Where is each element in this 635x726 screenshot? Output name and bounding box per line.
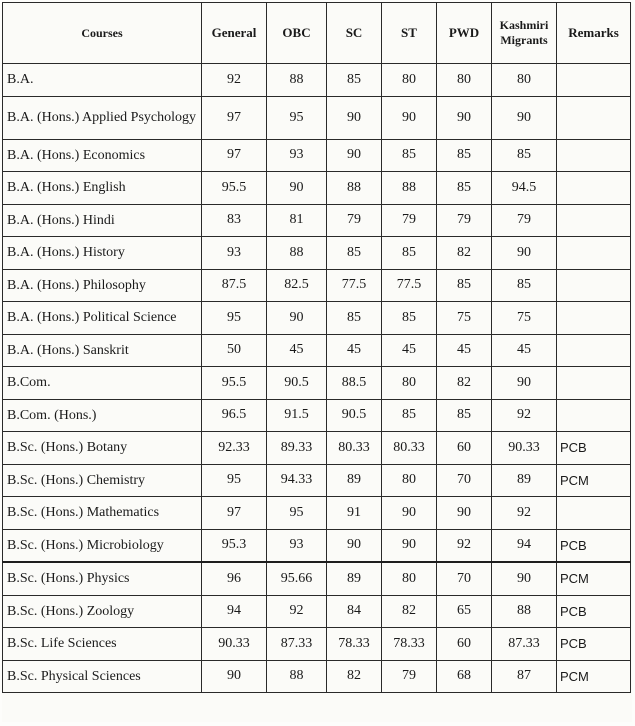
remarks-cell xyxy=(557,269,631,302)
pwd-cell: 60 xyxy=(437,432,492,465)
pwd-cell: 45 xyxy=(437,334,492,367)
table-row xyxy=(3,464,631,497)
st-cell: 79 xyxy=(382,660,437,693)
general-cell: 90.33 xyxy=(202,628,267,661)
remarks-cell: PCM xyxy=(557,562,631,595)
course-cell: B.A. xyxy=(3,64,202,97)
header-remarks: Remarks xyxy=(557,3,631,64)
st-cell: 85 xyxy=(382,399,437,432)
remarks-cell xyxy=(557,302,631,335)
sc-cell: 89 xyxy=(327,464,382,497)
sc-cell: 85 xyxy=(327,64,382,97)
st-cell: 82 xyxy=(382,595,437,628)
kashmiri-cell: 90 xyxy=(492,562,557,595)
obc-cell: 88 xyxy=(267,660,327,693)
obc-cell: 89.33 xyxy=(267,432,327,465)
general-cell: 90 xyxy=(202,660,267,693)
general-cell: 96 xyxy=(202,562,267,595)
kashmiri-cell: 85 xyxy=(492,269,557,302)
obc-cell: 93 xyxy=(267,139,327,172)
table-row xyxy=(3,628,631,661)
st-cell: 77.5 xyxy=(382,269,437,302)
kashmiri-cell: 90 xyxy=(492,237,557,270)
general-cell: 95.5 xyxy=(202,172,267,205)
kashmiri-cell: 92 xyxy=(492,497,557,530)
table-row xyxy=(3,96,631,139)
st-cell: 90 xyxy=(382,529,437,562)
course-cell: B.A. (Hons.) History xyxy=(3,237,202,270)
remarks-cell xyxy=(557,399,631,432)
pwd-cell: 82 xyxy=(437,237,492,270)
remarks-cell: PCM xyxy=(557,660,631,693)
kashmiri-cell: 85 xyxy=(492,139,557,172)
course-cell: B.A. (Hons.) Sanskrit xyxy=(3,334,202,367)
pwd-cell: 85 xyxy=(437,139,492,172)
pwd-cell: 92 xyxy=(437,529,492,562)
remarks-cell: PCM xyxy=(557,464,631,497)
obc-cell: 87.33 xyxy=(267,628,327,661)
sc-cell: 45 xyxy=(327,334,382,367)
kashmiri-cell: 94.5 xyxy=(492,172,557,205)
table-row xyxy=(3,595,631,628)
pwd-cell: 75 xyxy=(437,302,492,335)
general-cell: 87.5 xyxy=(202,269,267,302)
sc-cell: 77.5 xyxy=(327,269,382,302)
remarks-cell: PCB xyxy=(557,628,631,661)
obc-cell: 91.5 xyxy=(267,399,327,432)
obc-cell: 90.5 xyxy=(267,367,327,400)
remarks-cell xyxy=(557,139,631,172)
sc-cell: 91 xyxy=(327,497,382,530)
sc-cell: 82 xyxy=(327,660,382,693)
obc-cell: 95 xyxy=(267,96,327,139)
st-cell: 80 xyxy=(382,367,437,400)
obc-cell: 95 xyxy=(267,497,327,530)
st-cell: 90 xyxy=(382,96,437,139)
kashmiri-cell: 94 xyxy=(492,529,557,562)
course-cell: B.Sc. (Hons.) Mathematics xyxy=(3,497,202,530)
course-cell: B.Sc. (Hons.) Zoology xyxy=(3,595,202,628)
sc-cell: 88 xyxy=(327,172,382,205)
obc-cell: 92 xyxy=(267,595,327,628)
table-row xyxy=(3,529,631,562)
remarks-cell xyxy=(557,64,631,97)
cutoff-table xyxy=(2,2,631,693)
kashmiri-cell: 87 xyxy=(492,660,557,693)
remarks-cell xyxy=(557,96,631,139)
kashmiri-cell: 90 xyxy=(492,367,557,400)
pwd-cell: 85 xyxy=(437,399,492,432)
general-cell: 95.5 xyxy=(202,367,267,400)
general-cell: 96.5 xyxy=(202,399,267,432)
st-cell: 79 xyxy=(382,204,437,237)
remarks-cell xyxy=(557,334,631,367)
remarks-cell xyxy=(557,367,631,400)
kashmiri-cell: 88 xyxy=(492,595,557,628)
general-cell: 50 xyxy=(202,334,267,367)
course-cell: B.Sc. (Hons.) Botany xyxy=(3,432,202,465)
course-cell: B.Com. xyxy=(3,367,202,400)
sc-cell: 90 xyxy=(327,96,382,139)
header-courses: Courses xyxy=(3,3,202,64)
kashmiri-cell: 45 xyxy=(492,334,557,367)
kashmiri-cell: 87.33 xyxy=(492,628,557,661)
header-kashmiri-line1: Kashmiri xyxy=(499,18,549,32)
sc-cell: 78.33 xyxy=(327,628,382,661)
obc-cell: 95.66 xyxy=(267,562,327,595)
course-cell: B.Sc. (Hons.) Microbiology xyxy=(3,529,202,562)
obc-cell: 88 xyxy=(267,237,327,270)
pwd-cell: 65 xyxy=(437,595,492,628)
kashmiri-cell: 75 xyxy=(492,302,557,335)
obc-cell: 88 xyxy=(267,64,327,97)
pwd-cell: 90 xyxy=(437,497,492,530)
course-cell: B.Sc. (Hons.) Physics xyxy=(3,562,202,595)
obc-cell: 90 xyxy=(267,172,327,205)
remarks-cell xyxy=(557,172,631,205)
table-row xyxy=(3,269,631,302)
header-sc: SC xyxy=(327,3,382,64)
pwd-cell: 80 xyxy=(437,64,492,97)
course-cell: B.A. (Hons.) Hindi xyxy=(3,204,202,237)
kashmiri-cell: 79 xyxy=(492,204,557,237)
pwd-cell: 90 xyxy=(437,96,492,139)
sc-cell: 89 xyxy=(327,562,382,595)
table-row xyxy=(3,172,631,205)
course-cell: B.A. (Hons.) Applied Psychology xyxy=(3,96,202,139)
sc-cell: 79 xyxy=(327,204,382,237)
remarks-cell xyxy=(557,497,631,530)
kashmiri-cell: 89 xyxy=(492,464,557,497)
st-cell: 88 xyxy=(382,172,437,205)
general-cell: 95 xyxy=(202,302,267,335)
table-row xyxy=(3,367,631,400)
table-row xyxy=(3,399,631,432)
st-cell: 90 xyxy=(382,497,437,530)
general-cell: 95.3 xyxy=(202,529,267,562)
st-cell: 45 xyxy=(382,334,437,367)
header-kashmiri-line2: Migrants xyxy=(500,33,548,47)
remarks-cell: PCB xyxy=(557,529,631,562)
general-cell: 92.33 xyxy=(202,432,267,465)
general-cell: 83 xyxy=(202,204,267,237)
obc-cell: 93 xyxy=(267,529,327,562)
st-cell: 80 xyxy=(382,562,437,595)
general-cell: 95 xyxy=(202,464,267,497)
kashmiri-cell: 90.33 xyxy=(492,432,557,465)
table-row xyxy=(3,660,631,693)
table-row xyxy=(3,432,631,465)
table-row xyxy=(3,302,631,335)
pwd-cell: 82 xyxy=(437,367,492,400)
general-cell: 97 xyxy=(202,139,267,172)
general-cell: 94 xyxy=(202,595,267,628)
general-cell: 97 xyxy=(202,497,267,530)
st-cell: 78.33 xyxy=(382,628,437,661)
sc-cell: 90 xyxy=(327,529,382,562)
header-pwd: PWD xyxy=(437,3,492,64)
st-cell: 80 xyxy=(382,464,437,497)
st-cell: 80 xyxy=(382,64,437,97)
table-row xyxy=(3,139,631,172)
sc-cell: 85 xyxy=(327,237,382,270)
course-cell: B.A. (Hons.) English xyxy=(3,172,202,205)
table-row xyxy=(3,237,631,270)
remarks-cell: PCB xyxy=(557,595,631,628)
course-cell: B.A. (Hons.) Political Science xyxy=(3,302,202,335)
st-cell: 85 xyxy=(382,302,437,335)
sc-cell: 88.5 xyxy=(327,367,382,400)
table-row xyxy=(3,497,631,530)
pwd-cell: 85 xyxy=(437,172,492,205)
table-row xyxy=(3,334,631,367)
st-cell: 85 xyxy=(382,139,437,172)
table-row xyxy=(3,64,631,97)
general-cell: 93 xyxy=(202,237,267,270)
obc-cell: 81 xyxy=(267,204,327,237)
header-general: General xyxy=(202,3,267,64)
pwd-cell: 70 xyxy=(437,562,492,595)
sc-cell: 84 xyxy=(327,595,382,628)
kashmiri-cell: 92 xyxy=(492,399,557,432)
pwd-cell: 79 xyxy=(437,204,492,237)
pwd-cell: 68 xyxy=(437,660,492,693)
header-kashmiri-migrants xyxy=(492,3,557,64)
remarks-cell: PCB xyxy=(557,432,631,465)
course-cell: B.A. (Hons.) Economics xyxy=(3,139,202,172)
obc-cell: 45 xyxy=(267,334,327,367)
sc-cell: 90.5 xyxy=(327,399,382,432)
course-cell: B.Sc. Physical Sciences xyxy=(3,660,202,693)
sc-cell: 90 xyxy=(327,139,382,172)
pwd-cell: 70 xyxy=(437,464,492,497)
remarks-cell xyxy=(557,237,631,270)
course-cell: B.Com. (Hons.) xyxy=(3,399,202,432)
obc-cell: 94.33 xyxy=(267,464,327,497)
pwd-cell: 85 xyxy=(437,269,492,302)
obc-cell: 82.5 xyxy=(267,269,327,302)
remarks-cell xyxy=(557,204,631,237)
header-obc: OBC xyxy=(267,3,327,64)
course-cell: B.Sc. (Hons.) Chemistry xyxy=(3,464,202,497)
obc-cell: 90 xyxy=(267,302,327,335)
cutoff-sheet xyxy=(2,2,632,722)
general-cell: 97 xyxy=(202,96,267,139)
st-cell: 85 xyxy=(382,237,437,270)
sc-cell: 85 xyxy=(327,302,382,335)
general-cell: 92 xyxy=(202,64,267,97)
kashmiri-cell: 90 xyxy=(492,96,557,139)
st-cell: 80.33 xyxy=(382,432,437,465)
header-row xyxy=(3,3,631,64)
pwd-cell: 60 xyxy=(437,628,492,661)
table-row xyxy=(3,562,631,595)
kashmiri-cell: 80 xyxy=(492,64,557,97)
table-row xyxy=(3,204,631,237)
course-cell: B.Sc. Life Sciences xyxy=(3,628,202,661)
course-cell: B.A. (Hons.) Philosophy xyxy=(3,269,202,302)
sc-cell: 80.33 xyxy=(327,432,382,465)
header-st: ST xyxy=(382,3,437,64)
